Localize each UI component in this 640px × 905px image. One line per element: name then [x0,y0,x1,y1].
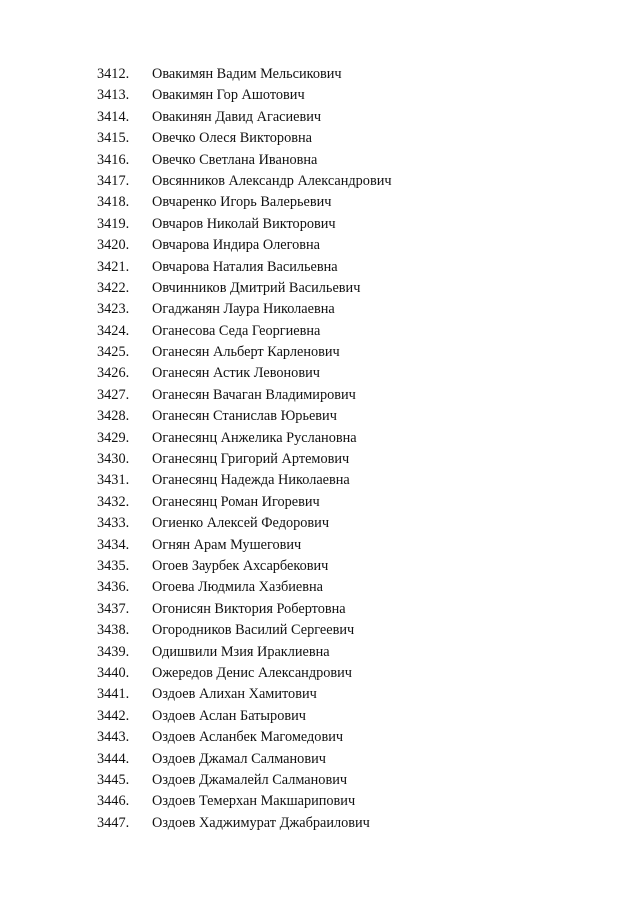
entry-number: 3441. [97,686,130,703]
entry-number: 3446. [97,793,130,810]
entry-name: Оздоев Алихан Хамитович [152,686,317,703]
list-item [97,513,392,534]
list-item [97,150,392,171]
entry-name: Овакимян Гор Ашотович [152,87,305,104]
entry-number: 3424. [97,322,130,339]
list-item [97,363,392,384]
list-item [97,385,392,406]
list-item [97,642,392,663]
entry-name: Оганесянц Анжелика Руслановна [152,429,357,446]
entry-name: Огнян Арам Мушегович [152,536,302,553]
list-item [97,128,392,149]
list-item [97,684,392,705]
entry-number: 3431. [97,472,130,489]
entry-name: Оганесян Вачаган Владимирович [152,386,356,403]
entry-number: 3433. [97,515,130,532]
list-item [97,599,392,620]
entry-number: 3427. [97,386,130,403]
list-item [97,791,392,812]
name-list [97,64,392,834]
list-item [97,192,392,213]
entry-number: 3440. [97,664,130,681]
entry-number: 3430. [97,451,130,468]
list-item [97,214,392,235]
list-item [97,85,392,106]
list-item [97,577,392,598]
entry-name: Овчарова Индира Олеговна [152,237,321,254]
entry-number: 3428. [97,408,130,425]
list-item [97,321,392,342]
entry-name: Огородников Василий Сергеевич [152,622,355,639]
entry-name: Овчаров Николай Викторович [152,215,336,232]
list-item [97,406,392,427]
entry-name: Овечко Светлана Ивановна [152,151,318,168]
list-item [97,706,392,727]
list-item [97,749,392,770]
entry-number: 3418. [97,194,130,211]
entry-number: 3423. [97,301,130,318]
entry-number: 3421. [97,258,130,275]
entry-number: 3413. [97,87,130,104]
entry-name: Оздоев Джамал Салманович [152,750,326,767]
entry-number: 3416. [97,151,130,168]
entry-name: Оганесян Астик Левонович [152,365,320,382]
entry-name: Оганесянц Григорий Артемович [152,451,350,468]
entry-name: Оганесян Альберт Карленович [152,344,340,361]
list-item [97,171,392,192]
list-item [97,428,392,449]
list-item [97,449,392,470]
entry-name: Огиенко Алексей Федорович [152,515,330,532]
entry-name: Овчарова Наталия Васильевна [152,258,338,275]
entry-name: Оздоев Джамалейл Салманович [152,771,348,788]
entry-number: 3425. [97,344,130,361]
entry-number: 3439. [97,643,130,660]
entry-name: Овечко Олеся Викторовна [152,130,312,147]
entry-name: Овакимян Вадим Мельсикович [152,66,342,82]
entry-name: Огоева Людмила Хазбиевна [152,579,323,596]
entry-number: 3434. [97,536,130,553]
list-item [97,813,392,834]
entry-name: Оганесянц Надежда Николаевна [152,472,350,489]
entry-name: Огонисян Виктория Робертовна [152,600,346,617]
list-item [97,299,392,320]
entry-name: Огаджанян Лаура Николаевна [152,301,335,318]
list-item [97,64,392,85]
entry-number: 3417. [97,172,130,189]
entry-number: 3437. [97,600,130,617]
entry-name: Оганесова Седа Георгиевна [152,322,321,339]
entry-number: 3432. [97,493,130,510]
entry-number: 3447. [97,814,130,831]
entry-number: 3442. [97,707,130,724]
entry-name: Оздоев Асланбек Магомедович [152,729,344,746]
list-item [97,770,392,791]
list-item [97,727,392,748]
list-item [97,556,392,577]
list-item [97,278,392,299]
entry-name: Ожередов Денис Александрович [152,664,352,681]
list-item [97,470,392,491]
list-item [97,235,392,256]
entry-name: Оганесян Станислав Юрьевич [152,408,337,425]
entry-number: 3443. [97,729,130,746]
entry-number: 3422. [97,279,130,296]
entry-name: Овакинян Давид Агасиевич [152,108,322,125]
entry-number: 3419. [97,215,130,232]
entry-name: Оздоев Темерхан Макшарипович [152,793,356,810]
entry-number: 3445. [97,771,130,788]
list-item [97,492,392,513]
entry-name: Оздоев Аслан Батырович [152,707,306,724]
entry-number: 3438. [97,622,130,639]
entry-name: Овсянников Александр Александрович [152,172,392,189]
list-item [97,107,392,128]
entry-number: 3436. [97,579,130,596]
list-item [97,535,392,556]
entry-number: 3444. [97,750,130,767]
entry-name: Оздоев Хаджимурат Джабраилович [152,814,370,831]
list-item [97,620,392,641]
entry-name: Одишвили Мзия Ираклиевна [152,643,330,660]
entry-number: 3414. [97,108,130,125]
entry-number: 3435. [97,557,130,574]
entry-name: Огоев Заурбек Ахсарбекович [152,557,329,574]
entry-name: Овчинников Дмитрий Васильевич [152,279,361,296]
list-item [97,663,392,684]
entry-name: Оганесянц Роман Игоревич [152,493,320,510]
entry-number: 3420. [97,237,130,254]
list-item [97,342,392,363]
entry-name: Овчаренко Игорь Валерьевич [152,194,332,211]
entry-number: 3429. [97,429,130,446]
list-item [97,257,392,278]
entry-number: 3415. [97,130,130,147]
entry-number: 3412. [97,66,130,82]
entry-number: 3426. [97,365,130,382]
